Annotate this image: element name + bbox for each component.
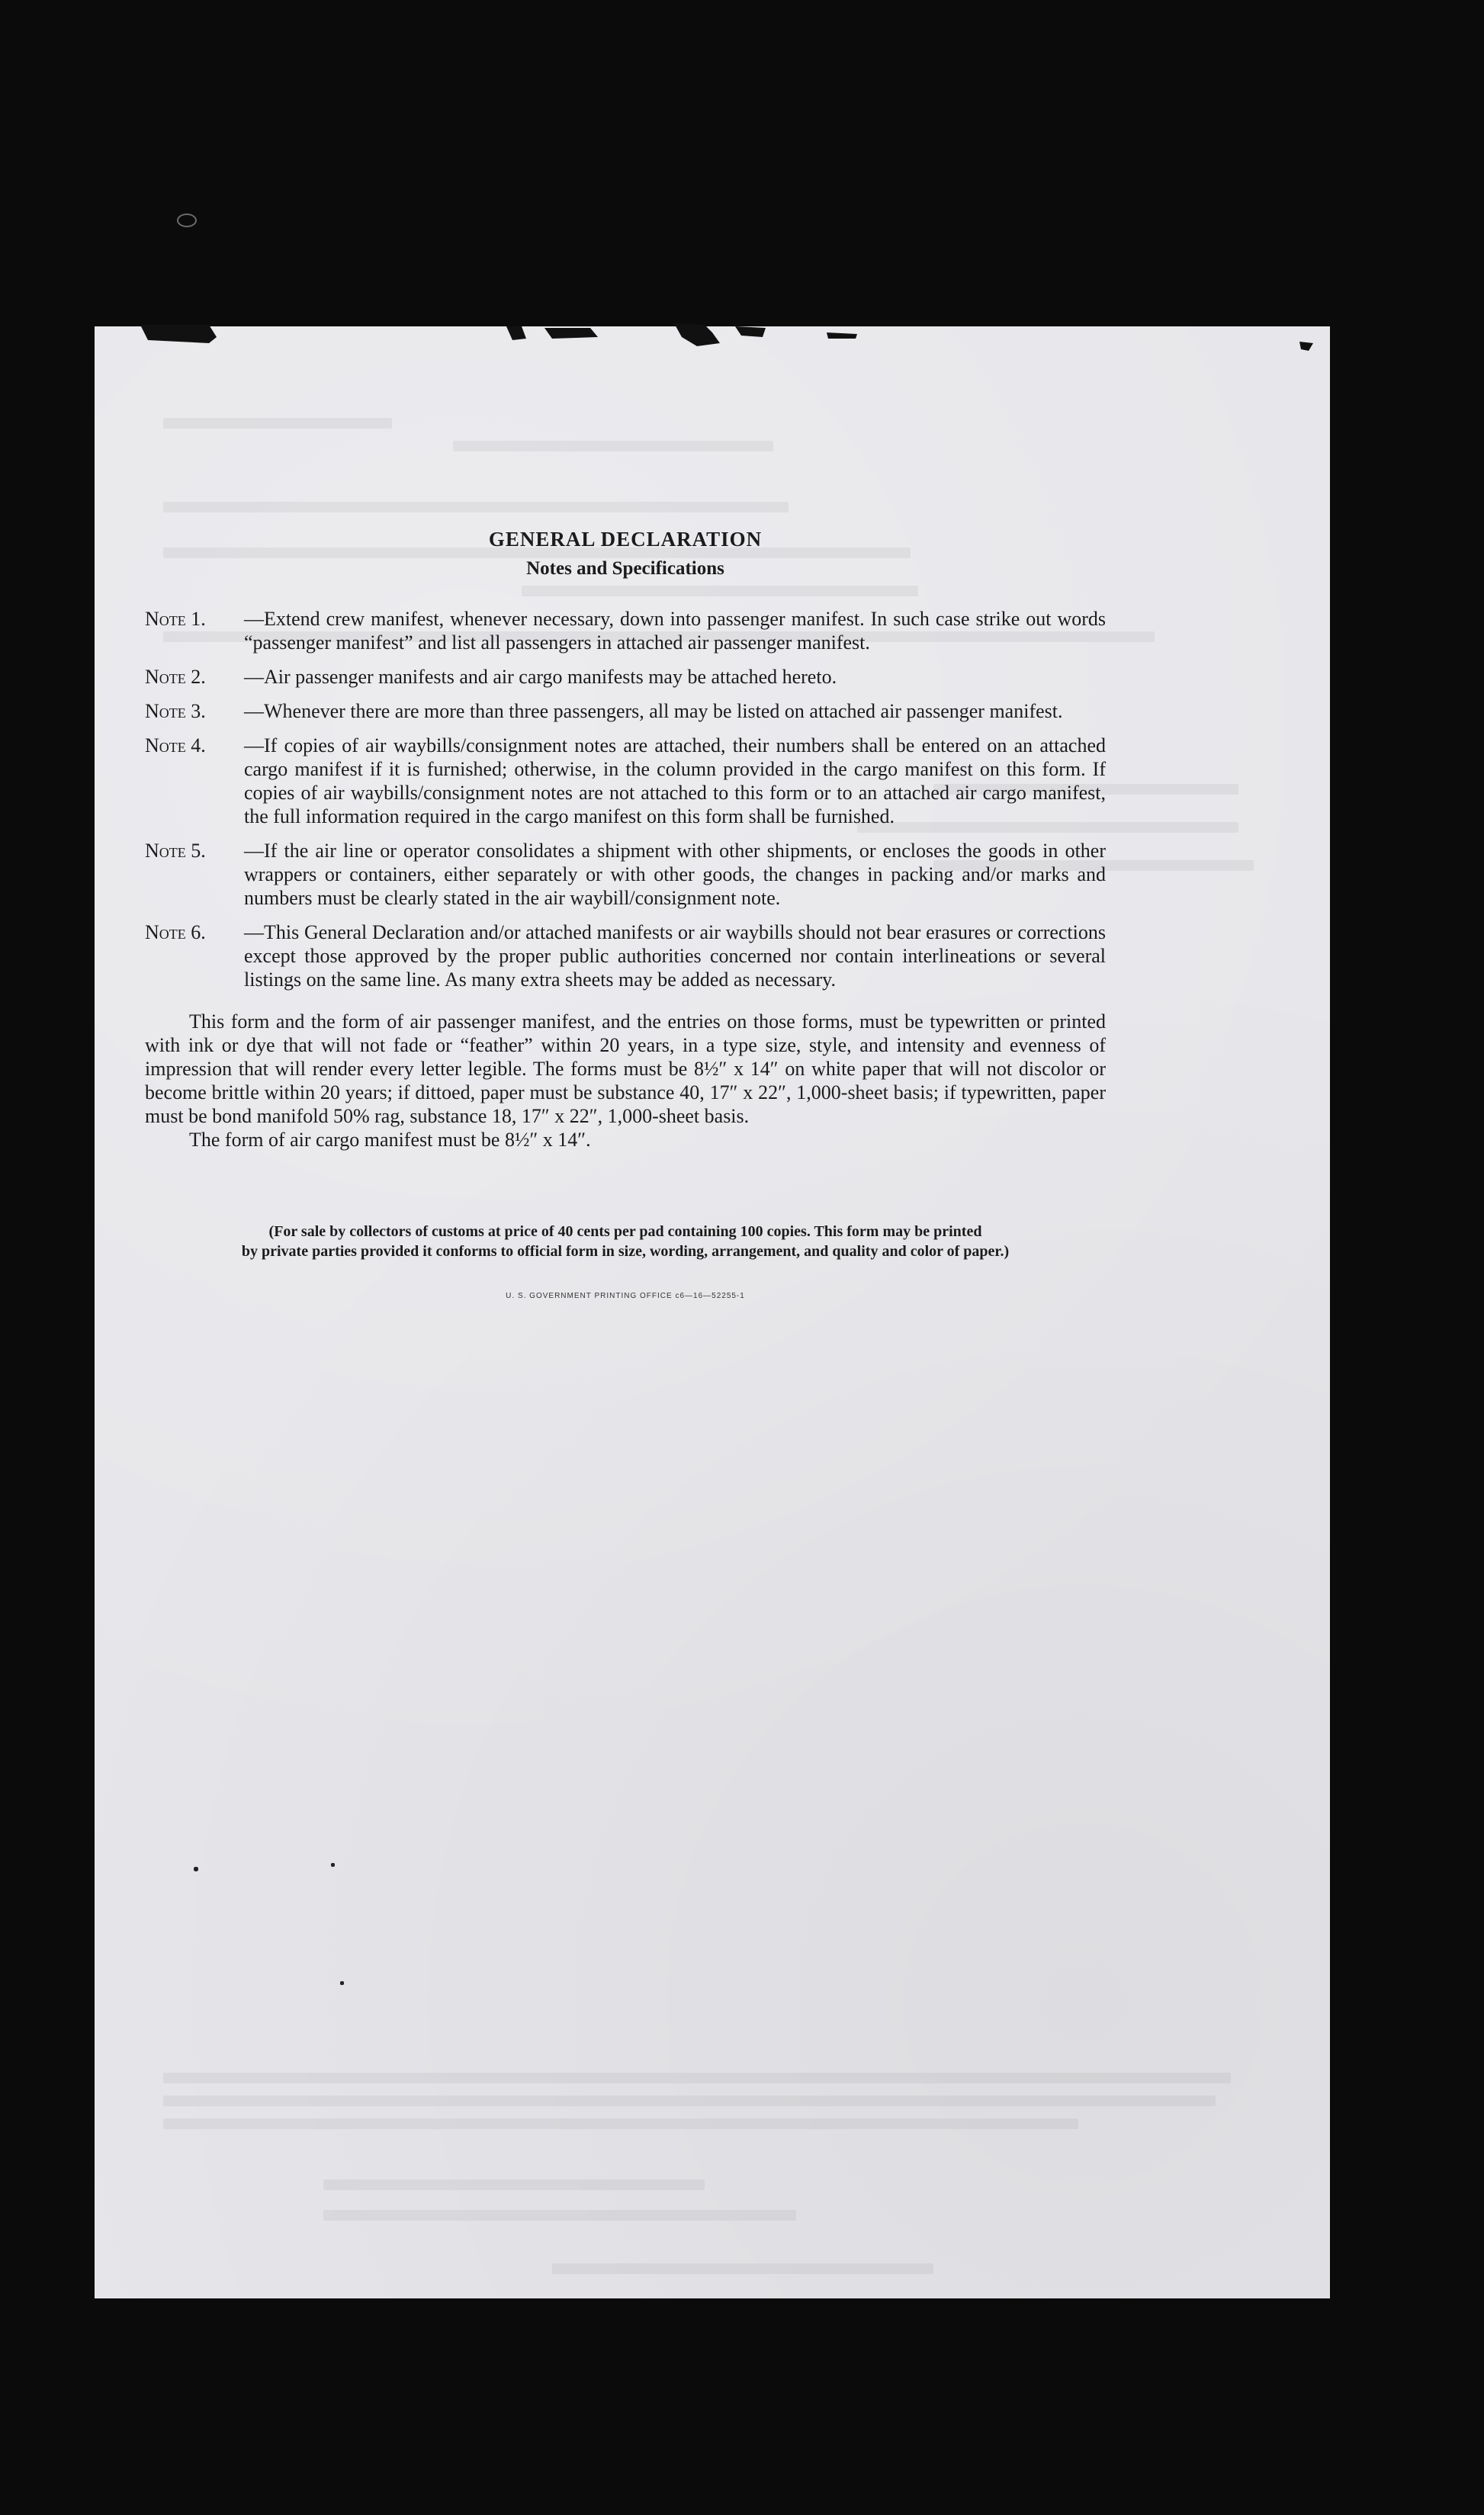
note-4: [145, 734, 1106, 828]
note-5: [145, 839, 1106, 910]
note-label: Note 5.: [145, 840, 206, 862]
note-text: —If the air line or operator consolidates a shipment with other shipments, or encloses the goods in other wrappers or containers, either separately or with other goods, the changes in packing and/or marks and numbers must be clearly stated in the air waybill/consignment note.: [244, 840, 1106, 909]
ink-speck: [340, 1981, 344, 1985]
ink-speck: [331, 1863, 335, 1867]
note-text: —This General Declaration and/or attached manifests or air waybills should not bear erasures or corrections except those approved by the proper public authorities concerned nor contain interlineations or several listings on the same line. As many extra sheets may be added as necessary.: [244, 921, 1106, 991]
paper-specification-paragraph: This form and the form of air passenger manifest, and the entries on those forms, must be typewritten or printed with ink or dye that will not fade or “feather” within 20 years, in a type size, style, and intensity and evenness of impression that will render every letter legible. The forms must be 8½″ x 14″ on white paper that will not discolor or become brittle within 20 years; if dittoed, paper must be substance 40, 17″ x 22″, 1,000-sheet basis; if typewritten, paper must be bond manifold 50% rag, substance 18, 17″ x 22″, 1,000-sheet basis.: [145, 1010, 1106, 1127]
printing-office-imprint: U. S. GOVERNMENT PRINTING OFFICE c6—16—52255-1: [506, 1292, 745, 1300]
note-text: —Air passenger manifests and air cargo manifests may be attached hereto.: [244, 666, 837, 688]
notes-and-specifications: [145, 526, 1106, 1300]
page-title: GENERAL DECLARATION: [488, 528, 763, 551]
note-text: —Whenever there are more than three passengers, all may be listed on attached air passenger manifest.: [244, 700, 1063, 722]
hole-punch-mark: [177, 214, 197, 227]
sale-notice-line: by private parties provided it conforms to official form in size, wording, arrangement, and quality and color of paper.): [241, 1243, 1010, 1260]
note-text: —If copies of air waybills/consignment notes are attached, their numbers shall be entered on an attached cargo manifest if it is furnished; otherwise, in the column provided in the cargo manifest on this form. If copies of air waybills/consignment notes are not attached to this form or to an attached air cargo manifest, the full information required in the cargo manifest on this form shall be furnished.: [244, 734, 1106, 827]
note-3: [145, 699, 1106, 723]
note-label: Note 4.: [145, 734, 206, 756]
sale-notice: [145, 1222, 1106, 1261]
ink-speck: [194, 1867, 198, 1871]
note-1: [145, 607, 1106, 654]
note-2: [145, 665, 1106, 689]
note-label: Note 6.: [145, 921, 206, 943]
cargo-manifest-size-line: The form of air cargo manifest must be 8½″ x 14″.: [189, 1129, 591, 1151]
note-label: Note 2.: [145, 666, 206, 688]
page-subtitle: Notes and Specifications: [526, 558, 724, 579]
note-label: Note 1.: [145, 608, 206, 630]
note-6: [145, 920, 1106, 991]
note-text: —Extend crew manifest, whenever necessary, down into passenger manifest. In such case strike out words “passenger manifest” and list all passengers in attached air passenger manifest.: [244, 608, 1106, 654]
sale-notice-line: (For sale by collectors of customs at price of 40 cents per pad containing 100 copies. This form may be printed: [268, 1223, 982, 1240]
note-label: Note 3.: [145, 700, 206, 722]
